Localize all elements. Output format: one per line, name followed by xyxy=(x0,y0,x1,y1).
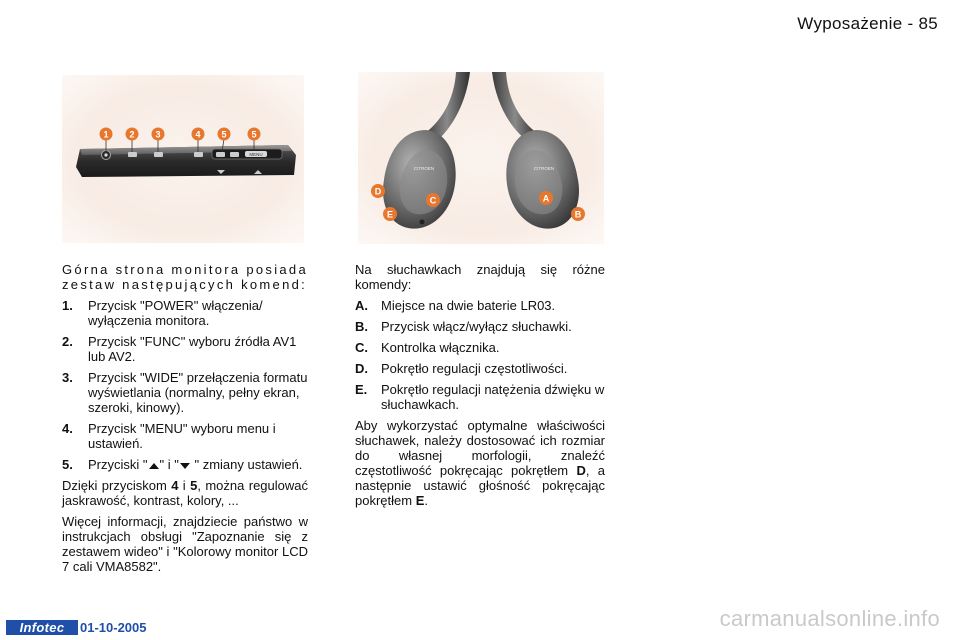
up-button xyxy=(216,152,225,157)
item-letter: D. xyxy=(355,361,368,376)
headphone-controls-text xyxy=(355,262,605,514)
callout-2-label: 2 xyxy=(129,129,135,140)
item-text xyxy=(88,457,308,472)
callout-5a-label: 5 xyxy=(221,129,227,140)
item-number: 3. xyxy=(62,370,73,385)
item-letter: E. xyxy=(355,382,368,397)
item-text-part: Przyciski " xyxy=(88,457,148,472)
left-brand-text: CITROEN xyxy=(413,166,435,171)
list-item xyxy=(355,319,605,334)
item-text: Przycisk włącz/wyłącz słuchawki. xyxy=(381,319,572,334)
item-letter: B. xyxy=(355,319,368,334)
item-text-part: " zmiany ustawień. xyxy=(190,457,303,472)
arrow-down-icon xyxy=(180,463,190,469)
monitor-controls-text xyxy=(62,262,308,580)
monitor-top-figure xyxy=(62,75,304,243)
item-number: 1. xyxy=(62,298,73,313)
list-item xyxy=(62,370,308,415)
infotec-logo: Infotec xyxy=(6,620,78,635)
headphones-intro: Na słuchawkach znajdują się różne komendy: xyxy=(355,262,605,292)
list-item xyxy=(62,298,308,328)
item-text: Pokrętło regulacji częstotliwości. xyxy=(381,361,568,376)
item-number: 4. xyxy=(62,421,73,436)
led-indicator xyxy=(420,220,425,225)
wide-button xyxy=(154,152,163,157)
callout-1-label: 1 xyxy=(103,129,109,140)
right-headband-arm xyxy=(492,72,538,140)
monitor-intro: Górna strona monitora posiada zestaw następujących komend: xyxy=(62,262,308,292)
callout-4-label: 4 xyxy=(195,129,201,140)
item-text: Przycisk "MENU" wyboru menu i ustawień. xyxy=(88,421,276,451)
usage-paragraph: Aby wykorzystać optymalne właściwości słuchawek, należy dostosować ich rozmiar do własnej morfologii, znaleźć częstotliwość pokręcając pokrętłem D, a następnie ustawić głośność pokręcając pokrętłem E. xyxy=(355,418,605,508)
down-button xyxy=(230,152,239,157)
headphones-illustration xyxy=(358,72,604,244)
callout-3-label: 3 xyxy=(155,129,161,140)
list-item xyxy=(355,361,605,376)
adjust-paragraph: Dzięki przyciskom 4 i 5, można regulować jaskrawość, kontrast, kolory, ... xyxy=(62,478,308,508)
page-title: Wyposażenie - 85 xyxy=(797,14,938,33)
headphones-figure xyxy=(358,72,604,244)
list-item xyxy=(62,421,308,451)
callout-b-label: B xyxy=(574,209,582,220)
item-text: Przycisk "WIDE" przełączenia formatu wyświetlania (normalny, pełny ekran, szeroki, kinowy). xyxy=(88,370,308,415)
item-text-part: " i " xyxy=(159,457,179,472)
right-brand-text: CITROEN xyxy=(533,166,555,171)
item-number: 5. xyxy=(62,457,73,472)
left-headband-arm xyxy=(424,72,470,140)
callout-c-label: C xyxy=(429,195,437,206)
item-letter: A. xyxy=(355,298,368,313)
callout-e-label: E xyxy=(386,209,394,220)
list-item xyxy=(355,340,605,355)
power-button-dot xyxy=(104,153,107,156)
callout-a-label: A xyxy=(542,193,550,204)
list-item xyxy=(355,298,605,313)
item-text: Kontrolka włącznika. xyxy=(381,340,500,355)
menu-button xyxy=(194,152,203,157)
item-text: Miejsce na dwie baterie LR03. xyxy=(381,298,556,313)
callout-d-label: D xyxy=(374,186,382,197)
item-number: 2. xyxy=(62,334,73,349)
menu-label-text: MENU xyxy=(249,152,263,157)
arrow-up-icon xyxy=(149,463,159,469)
list-item xyxy=(62,457,308,472)
more-info-paragraph: Więcej informacji, znajdziecie państwo w instrukcjach obsługi "Zapoznanie się z zestawem wideo" i "Kolorowy monitor LCD 7 cali VMA8582". xyxy=(62,514,308,574)
item-text: Przycisk "POWER" włączenia/ wyłączenia monitora. xyxy=(88,298,263,328)
item-letter: C. xyxy=(355,340,368,355)
callout-5b-label: 5 xyxy=(251,129,257,140)
item-text: Przycisk "FUNC" wyboru źródła AV1 lub AV2. xyxy=(88,334,297,364)
footer-date: 01-10-2005 xyxy=(80,620,147,635)
list-item xyxy=(355,382,605,412)
monitor-illustration xyxy=(62,75,304,243)
watermark: carmanualsonline.info xyxy=(719,606,940,631)
func-button xyxy=(128,152,137,157)
list-item xyxy=(62,334,308,364)
item-text: Pokrętło regulacji natężenia dźwięku w słuchawkach. xyxy=(381,382,605,412)
